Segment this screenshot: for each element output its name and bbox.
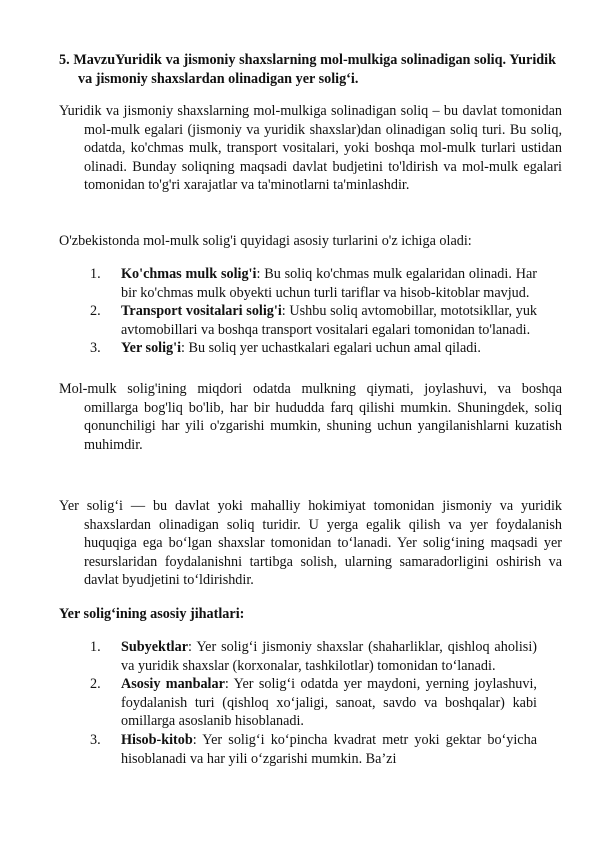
list-number: 1. xyxy=(90,639,101,655)
list-land-tax-aspects xyxy=(90,638,537,768)
list-number: 3. xyxy=(90,340,101,357)
list-text: : Bu soliq yer uchastkalari egalari uchun amal qiladi. xyxy=(181,340,481,357)
list-number: 2. xyxy=(90,676,101,693)
section-heading: 5. MavzuYuridik va jismoniy shaxslarning mol-mulkiga solinadigan soliq. Yuridik va jismoniy shaxslardan olinadigan yer solig‘i. xyxy=(59,52,556,87)
list-item xyxy=(90,638,537,675)
paragraph-types-intro: O'zbekistonda mol-mulk solig'i quyidagi asosiy turlarini o'z ichiga oladi: xyxy=(59,233,472,249)
list-term: Subyektlar xyxy=(121,639,189,655)
list-number: 2. xyxy=(90,303,101,320)
list-item xyxy=(90,265,537,302)
subheading-land-tax-aspects: Yer solig‘ining asosiy jihatlari: xyxy=(59,606,245,622)
list-term: Asosiy manbalar xyxy=(121,676,225,693)
list-number: 3. xyxy=(90,731,101,748)
list-property-tax-types xyxy=(90,265,537,358)
paragraph-tax-amount: Mol-mulk solig'ining miqdori odatda mulkning qiymati, joylashuvi, va boshqa omillarga bog'liq bo'lib, har bir hududda farq qilishi mumkin. Shuningdek, soliq qonunchiligi har yili o'zgarishi mumkin, shuning uchun yangilanishlarni kuzatish muhimdir. xyxy=(59,381,562,453)
list-item xyxy=(90,731,537,768)
list-item xyxy=(90,302,537,339)
list-text: : Yer solig‘i ko‘pincha kvadrat metr yoki gektar bo‘yicha hisoblanadi va har yili o‘zgarishi mumkin. Ba’zi xyxy=(121,731,537,767)
paragraph-land-tax: Yer solig‘i — bu davlat yoki mahalliy hokimiyat tomonidan jismoniy va yuridik shaxslardan olinadigan soliq turidir. U yerga egalik qilish va yer foydalanish huquqiga ega bo‘lgan shaxslar tomonidan to‘lanadi. Yer solig‘ining maqsadi yer resurslaridan foydalanishni tartibga solish, ularning samaradorligini oshirish va davlat byudjetini to‘ldirishdir. xyxy=(59,498,562,589)
list-term: Yer solig'i xyxy=(121,340,182,357)
list-item xyxy=(90,675,537,731)
list-term: Ko'chmas mulk solig'i xyxy=(121,266,257,282)
list-text: : Ushbu soliq avtomobillar, mototsikllar, yuk avtomobillari va boshqa transport vositalari egalari tomonidan to'lanadi. xyxy=(121,303,538,338)
list-term: Hisob-kitob xyxy=(121,731,193,748)
list-text: : Yer solig‘i jismoniy shaxslar (shaharliklar, qishloq aholisi) va yuridik shaxslar (korxonalar, tashkilotlar) tomonidan to‘lanadi. xyxy=(121,639,537,674)
list-text: : Yer solig‘i odatda yer maydoni, yerning joylashuvi, foydalanish turi (qishloq xo‘jaligi, sanoat, savdo va boshqalar) kabi omillarga asoslanib hisoblanadi. xyxy=(121,676,537,730)
list-text: : Bu soliq ko'chmas mulk egalaridan olinadi. Har bir ko'chmas mulk obyekti uchun turli tariflar va hisob-kitoblar mavjud. xyxy=(121,266,537,301)
list-item xyxy=(90,339,537,358)
paragraph-property-tax-intro: Yuridik va jismoniy shaxslarning mol-mulkiga solinadigan soliq – bu davlat tomonidan mol-mulk egalari (jismoniy va yuridik shaxslar)dan olinadigan soliq turi. Bu soliq, odatda, ko'chmas mulk, transport vositalari, yoki boshqa mol-mulk turlari ustidan olinadi. Bunday soliqning maqsadi davlat budjetini to'ldirish va mol-mulk egalari tomonidan to'g'ri xarajatlar va ta'minotlarni ta'minlashdir. xyxy=(59,103,562,194)
list-number: 1. xyxy=(90,266,101,282)
list-term: Transport vositalari solig'i xyxy=(121,303,282,320)
